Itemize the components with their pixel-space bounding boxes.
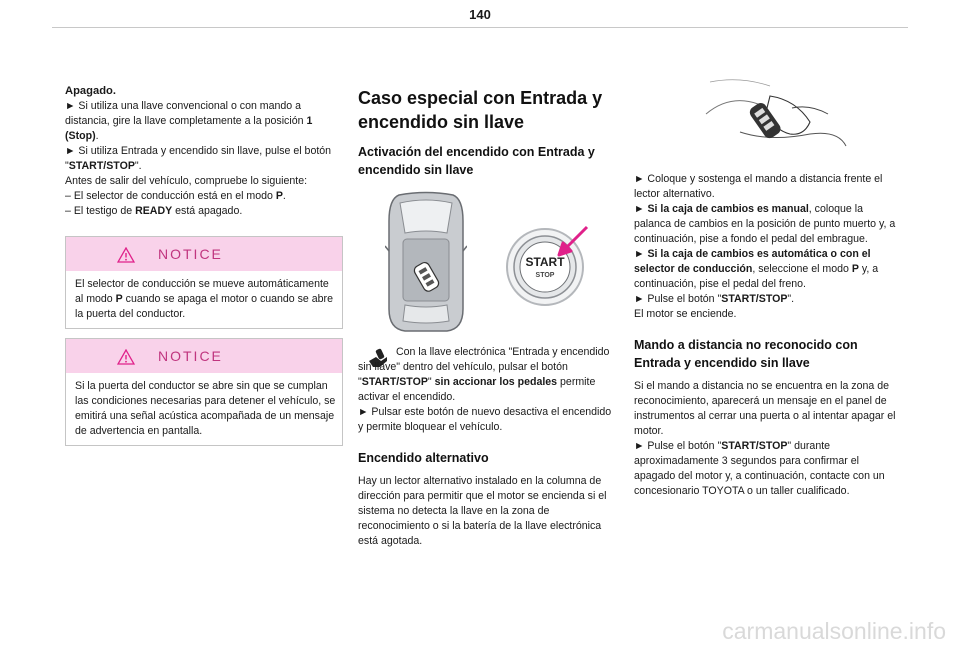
notice-title: NOTICE bbox=[158, 246, 223, 262]
start-label: START bbox=[525, 255, 565, 269]
paragraph: – El testigo de READY está apagado. bbox=[65, 205, 243, 217]
paragraph: ► Pulsar este botón de nuevo desactiva el encendido y permite bloquear el vehículo. bbox=[358, 406, 612, 433]
header-divider bbox=[52, 27, 908, 28]
notice-text: Si la puerta del conductor se abre sin que se cumplan las condiciones necesarias para detener el vehículo, se emitirá una señal acústica acompañada de un mensaje de advertencia en pantalla. bbox=[75, 380, 336, 437]
paragraph: ► Si utiliza Entrada y encendido sin llave, pulse el botón "START/STOP". bbox=[65, 145, 332, 172]
alternative-reader-illustration bbox=[700, 74, 850, 164]
page-number: 140 bbox=[469, 7, 491, 22]
section-heading: Apagado. bbox=[65, 85, 116, 97]
start-stop-button-illustration bbox=[505, 223, 589, 307]
section-title: Caso especial con Entrada y encendido sin llave bbox=[358, 88, 603, 132]
paragraph: ► Coloque y sostenga el mando a distancia frente el lector alternativo. bbox=[634, 173, 883, 200]
middle-column-top bbox=[358, 86, 616, 179]
notice-box bbox=[65, 236, 343, 329]
middle-column-text bbox=[358, 345, 616, 549]
warning-icon bbox=[117, 247, 135, 263]
left-column bbox=[65, 84, 343, 219]
warning-icon bbox=[117, 349, 135, 365]
paragraph: Si el mando a distancia no se encuentra en la zona de reconocimiento, aparecerá un mensaje en el panel de instrumentos al cerrar una puerta o al intentar apagar el motor. bbox=[634, 380, 896, 437]
paragraph: El motor se enciende. bbox=[634, 308, 737, 320]
paragraph: Con la llave electrónica "Entrada y encendido sin llave" dentro del vehículo, pulsar el botón "START/STOP" sin accionar los pedales permite activar el encendido. bbox=[358, 346, 610, 403]
paragraph: ► Pulse el botón "START/STOP". bbox=[634, 293, 795, 305]
paragraph: Antes de salir del vehículo, compruebe lo siguiente: bbox=[65, 175, 308, 187]
notice-header bbox=[66, 237, 342, 271]
notice-title: NOTICE bbox=[158, 348, 223, 364]
right-column bbox=[634, 172, 896, 499]
paragraph: ► Si la caja de cambios es manual, coloque la palanca de cambios en la posición de punto muerto y, a continuación, pise a fondo el pedal del embrague. bbox=[634, 203, 896, 245]
notice-header bbox=[66, 339, 342, 373]
section-heading: Encendido alternativo bbox=[358, 451, 489, 465]
notice-box bbox=[65, 338, 343, 446]
car-keyfob-illustration bbox=[385, 191, 467, 334]
paragraph: ► Si utiliza una llave convencional o con mando a distancia, gire la llave completamente a la posición 1 (Stop). bbox=[65, 100, 313, 142]
notice-text: El selector de conducción se mueve automáticamente al modo P cuando se apaga el motor o cuando se abre la puerta del conductor. bbox=[75, 278, 333, 320]
footer-watermark: carmanualsonline.info bbox=[722, 618, 946, 644]
paragraph: – El selector de conducción está en el modo P. bbox=[65, 190, 286, 202]
paragraph: ► Si la caja de cambios es automática o con el selector de conducción, seleccione el modo P y, a continuación, pise el pedal del freno. bbox=[634, 248, 879, 290]
paragraph: ► Pulse el botón "START/STOP" durante aproximadamente 3 segundos para confirmar el apagado del motor y, a continuación, contacte con un concesionario TOYOTA o un taller cualificado. bbox=[634, 440, 885, 497]
section-heading: Mando a distancia no reconocido con Entrada y encendido sin llave bbox=[634, 338, 858, 370]
paragraph: Hay un lector alternativo instalado en la columna de dirección para permitir que el motor se encienda si el sistema no detecta la llave en la zona de reconocimiento o si la batería de la llave electrónica está agotada. bbox=[358, 475, 607, 547]
stop-label: STOP bbox=[535, 272, 555, 279]
subsection-title: Activación del encendido con Entrada y encendido sin llave bbox=[358, 145, 595, 177]
